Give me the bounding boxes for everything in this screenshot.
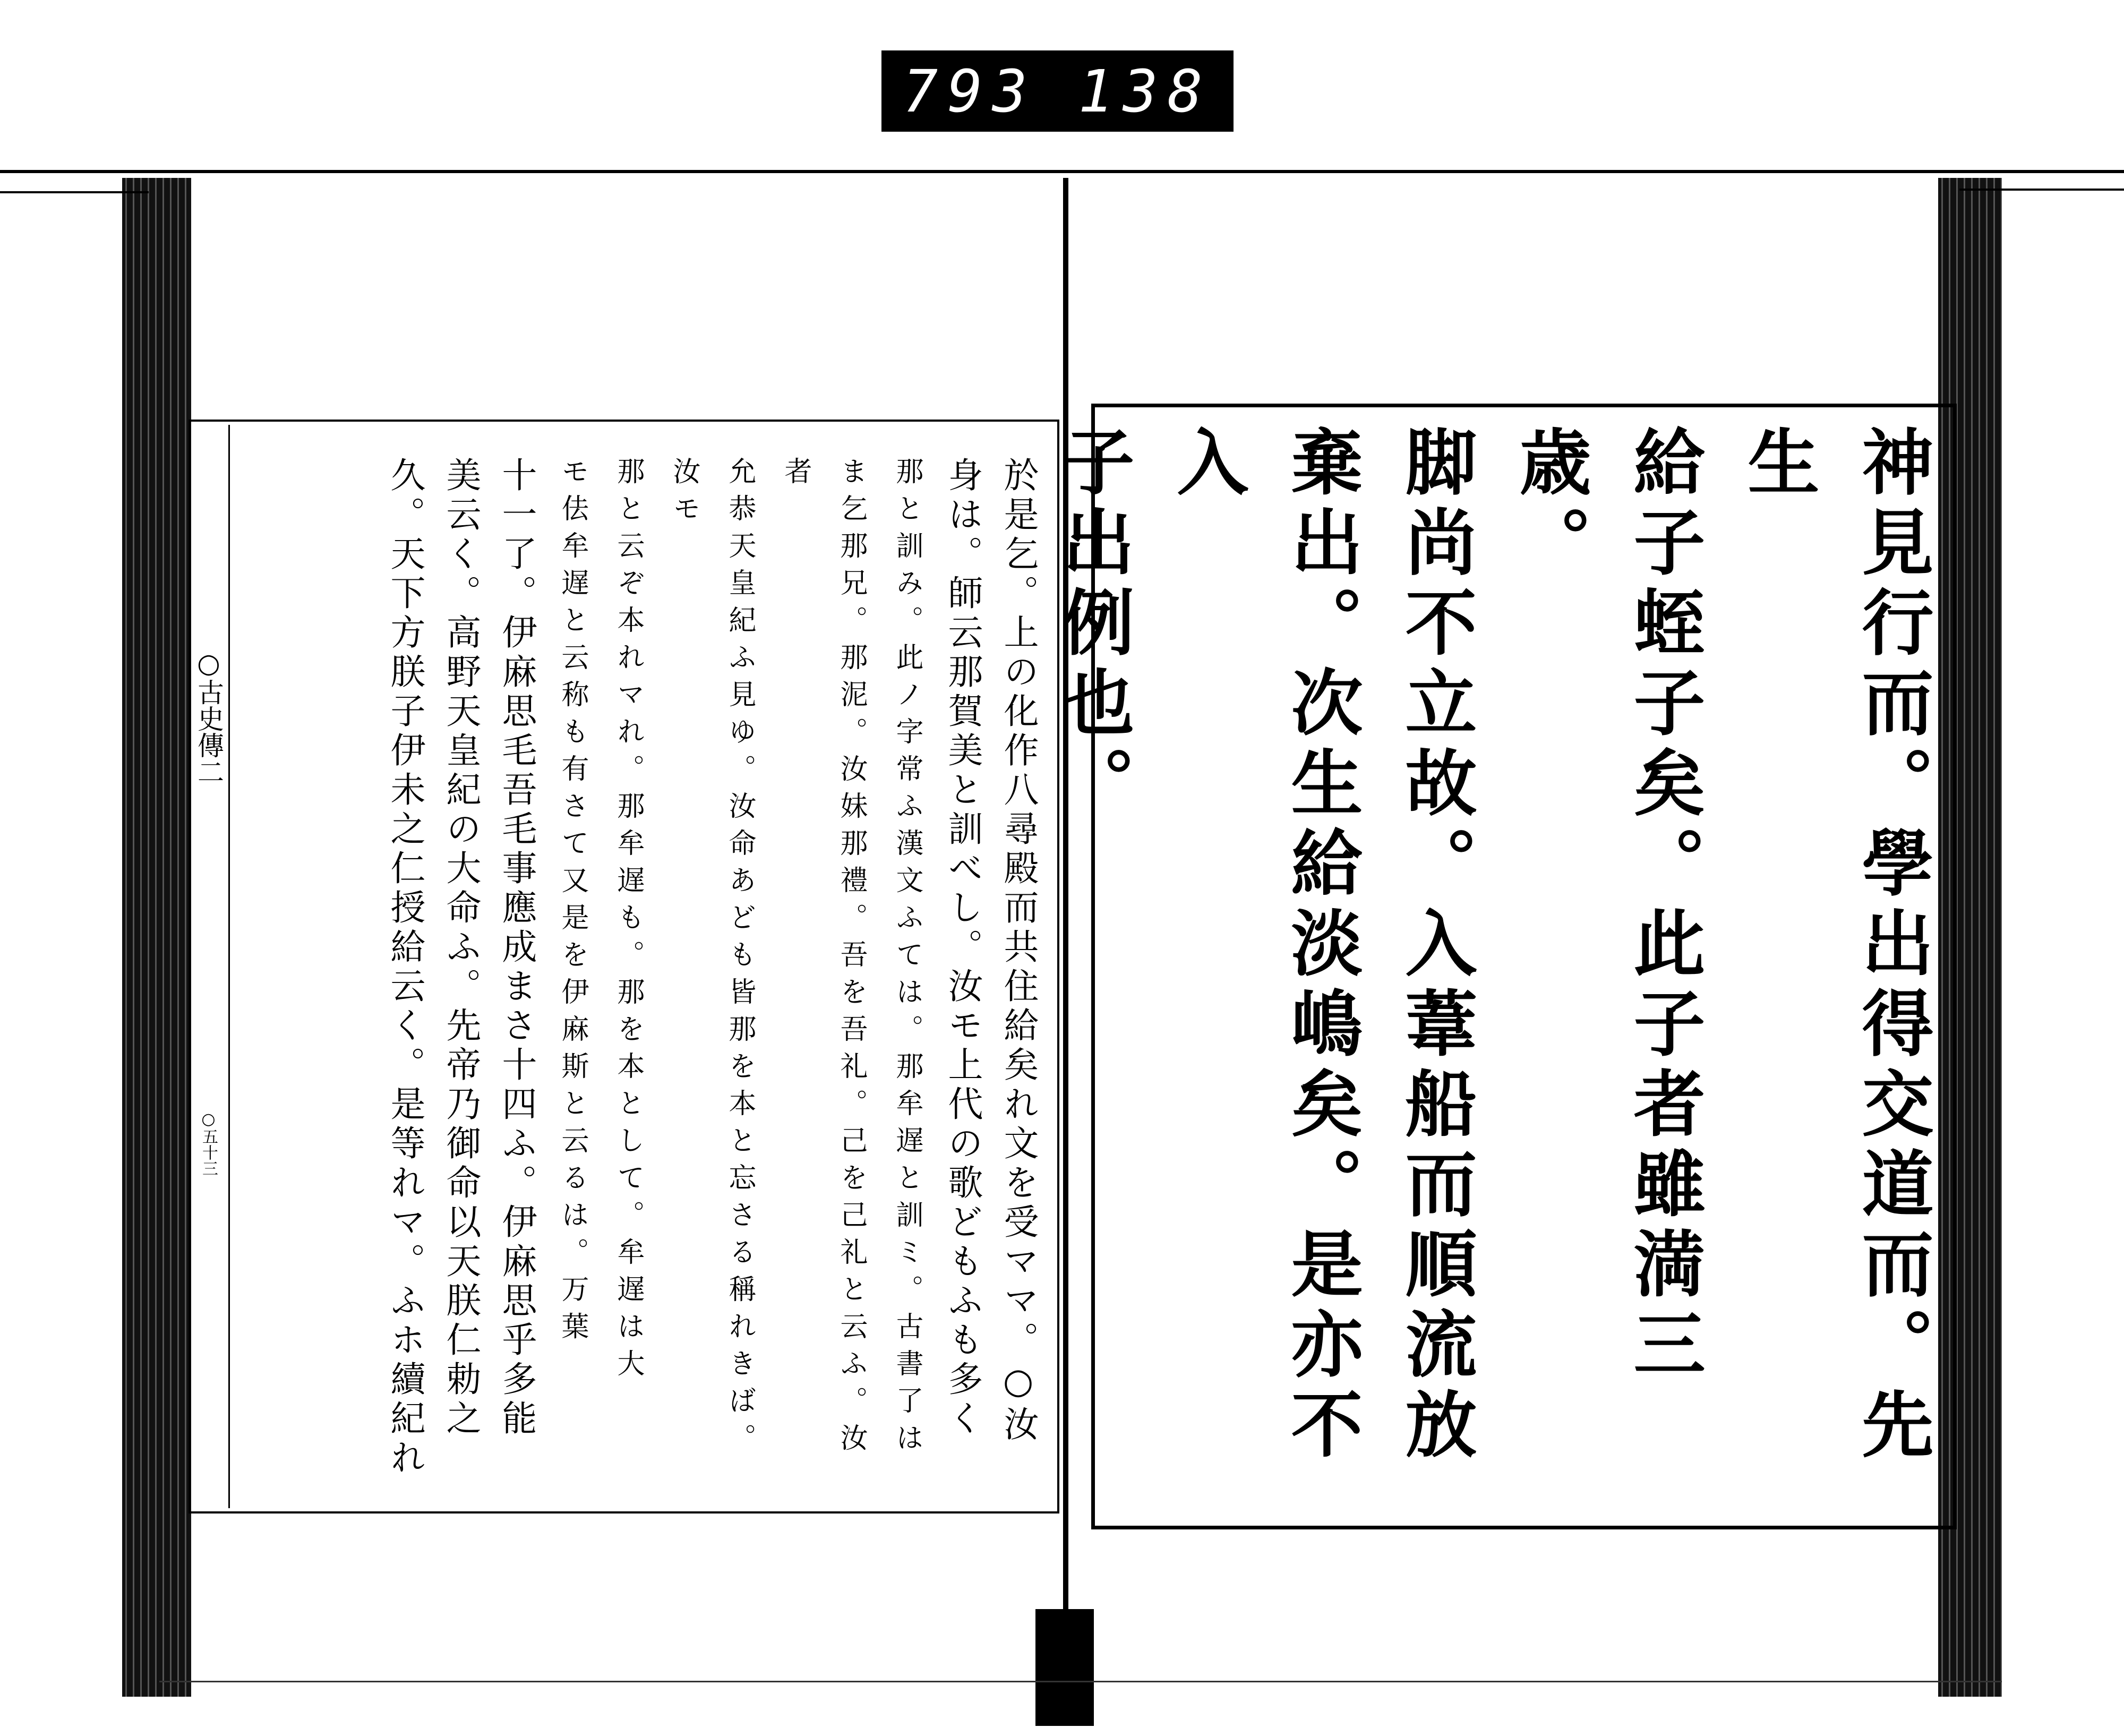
scan-rule	[0, 170, 2124, 173]
text-line: 那と云ぞ本れマれ。那牟遅も。那を本として。牟遅は大	[612, 457, 644, 1386]
page-number: ○五十三	[199, 1110, 218, 1176]
text-line: モ佉牟遅と云称も有さて又是を伊麻斯と云るは。万葉	[556, 457, 588, 1349]
text-line: 子出例也。	[1051, 425, 1134, 826]
text-line: 美云く。高野天皇紀の大命ふ。先帝乃御命以天朕仁勅之	[440, 457, 481, 1439]
text-line: 身は。師云那賀美と訓べし。汝モ上代の歌どもふも多く	[942, 457, 983, 1439]
text-line: 脚尚不立故。入葦船而順流放	[1393, 425, 1477, 1467]
frame-counter-right: 138	[1078, 57, 1212, 125]
left-body-text	[250, 457, 1046, 1492]
text-line: ま乞那兄。那泥。汝妹那禮。吾を吾礼。己を己礼と云ふ。汝者	[780, 457, 867, 1460]
left-page-edge	[122, 178, 191, 1697]
text-line: 久。天下方朕子伊未之仁授給云く。是等れマ。ふホ續紀れ	[384, 457, 425, 1478]
spine-shadow	[1035, 1609, 1094, 1726]
scan-rule-right	[1959, 189, 2124, 191]
text-line: 棄出。次生給淡嶋矣。是亦不入	[1165, 425, 1363, 1467]
text-line: 於是乞。上の化作八尋殿而共住給矣れ文を受ママ。○汝	[998, 457, 1039, 1445]
text-line: 十一了。伊麻思毛吾毛事應成まさ十四ふ。伊麻思乎多能	[496, 457, 537, 1439]
right-body-text	[1051, 425, 1949, 1508]
text-line: 給子蛭子矣。此子者雖満三歳。	[1508, 425, 1705, 1387]
page-bottom-edge	[159, 1681, 2002, 1682]
text-line: 允恭天皇紀ふ見ゆ。汝命あども皆那を本と忘さる稱れきば。汝モ	[668, 457, 756, 1460]
text-line: 那と訓み。此ノ字常ふ漢文ふては。那牟遅と訓ミ。古書了は	[891, 457, 923, 1460]
scan-rule-left	[0, 191, 149, 193]
running-header: ○古史傳二	[193, 648, 224, 785]
frame-counter	[881, 50, 1234, 132]
text-line: 神見行而。學出得交道而。先生	[1736, 425, 1933, 1467]
frame-counter-left: 793	[903, 57, 1037, 125]
